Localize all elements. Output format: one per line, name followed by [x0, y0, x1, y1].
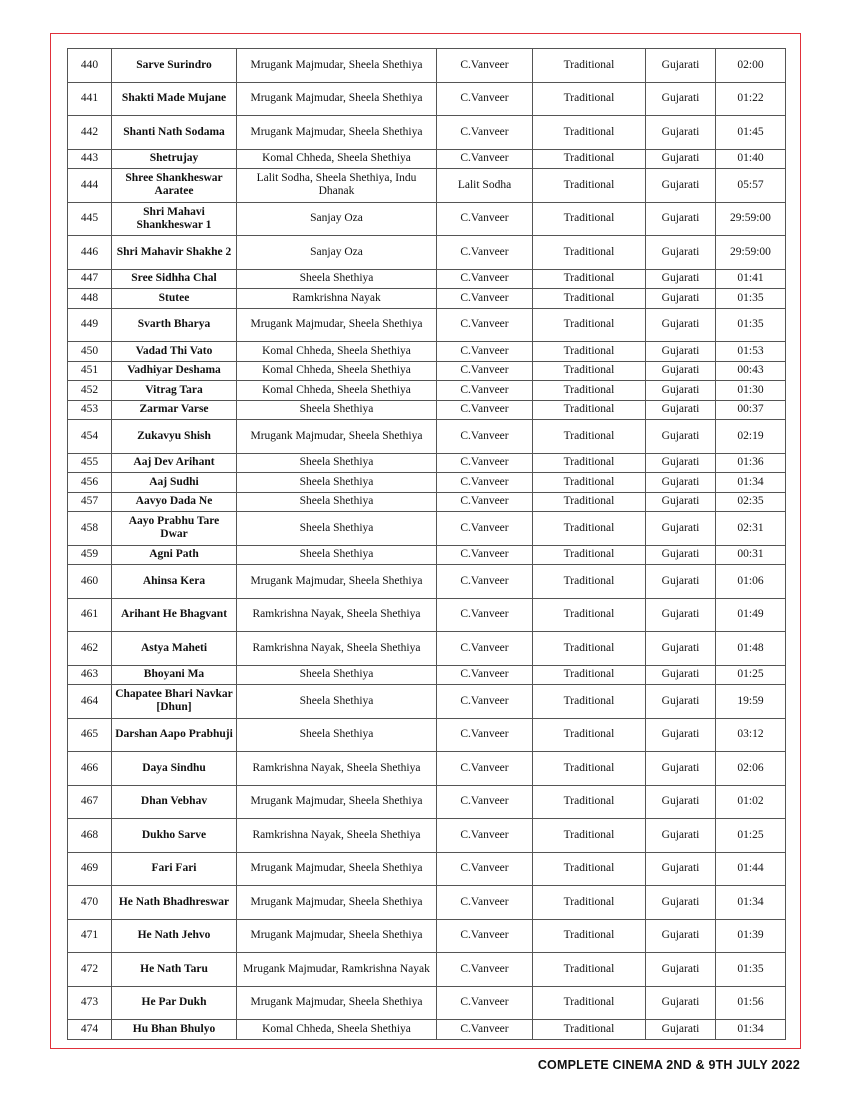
duration-cell: 00:31 — [716, 545, 786, 565]
genre-cell: Traditional — [533, 1020, 646, 1040]
genre-cell: Traditional — [533, 342, 646, 362]
song-title-cell: Hu Bhan Bhulyo — [112, 1020, 237, 1040]
language-cell: Gujarati — [646, 665, 716, 685]
row-number-cell: 451 — [68, 361, 112, 381]
genre-cell: Traditional — [533, 49, 646, 83]
table-row — [68, 420, 786, 454]
song-table — [67, 48, 786, 1040]
label-cell: C.Vanveer — [437, 632, 533, 666]
artists-cell: Lalit Sodha, Sheela Shethiya, Indu Dhanak — [237, 169, 437, 203]
genre-cell: Traditional — [533, 149, 646, 169]
genre-cell: Traditional — [533, 169, 646, 203]
row-number-cell: 471 — [68, 919, 112, 953]
song-title-cell: Dukho Sarve — [112, 819, 237, 853]
table-row — [68, 598, 786, 632]
song-title-cell: Fari Fari — [112, 852, 237, 886]
duration-cell: 01:25 — [716, 819, 786, 853]
language-cell: Gujarati — [646, 512, 716, 546]
table-row — [68, 632, 786, 666]
table-row — [68, 919, 786, 953]
label-cell: C.Vanveer — [437, 919, 533, 953]
song-title-cell: Vadhiyar Deshama — [112, 361, 237, 381]
table-row — [68, 49, 786, 83]
artists-cell: Komal Chheda, Sheela Shethiya — [237, 342, 437, 362]
label-cell: C.Vanveer — [437, 685, 533, 719]
duration-cell: 01:34 — [716, 1020, 786, 1040]
duration-cell: 02:06 — [716, 752, 786, 786]
table-row — [68, 565, 786, 599]
language-cell: Gujarati — [646, 718, 716, 752]
duration-cell: 01:25 — [716, 665, 786, 685]
song-title-cell: Stutee — [112, 289, 237, 309]
genre-cell: Traditional — [533, 785, 646, 819]
row-number-cell: 446 — [68, 236, 112, 270]
label-cell: C.Vanveer — [437, 473, 533, 493]
language-cell: Gujarati — [646, 473, 716, 493]
label-cell: C.Vanveer — [437, 289, 533, 309]
table-row — [68, 289, 786, 309]
table-row — [68, 718, 786, 752]
artists-cell: Ramkrishna Nayak, Sheela Shethiya — [237, 598, 437, 632]
language-cell: Gujarati — [646, 116, 716, 150]
duration-cell: 05:57 — [716, 169, 786, 203]
label-cell: C.Vanveer — [437, 752, 533, 786]
table-row — [68, 852, 786, 886]
duration-cell: 01:45 — [716, 116, 786, 150]
duration-cell: 01:34 — [716, 886, 786, 920]
row-number-cell: 444 — [68, 169, 112, 203]
table-row — [68, 752, 786, 786]
song-title-cell: Sarve Surindro — [112, 49, 237, 83]
row-number-cell: 472 — [68, 953, 112, 987]
label-cell: C.Vanveer — [437, 361, 533, 381]
genre-cell: Traditional — [533, 400, 646, 420]
duration-cell: 01:34 — [716, 473, 786, 493]
duration-cell: 01:30 — [716, 381, 786, 401]
table-row — [68, 236, 786, 270]
page-footer: COMPLETE CINEMA 2ND & 9TH JULY 2022 — [537, 1058, 800, 1072]
song-title-cell: Bhoyani Ma — [112, 665, 237, 685]
language-cell: Gujarati — [646, 565, 716, 599]
row-number-cell: 447 — [68, 269, 112, 289]
language-cell: Gujarati — [646, 308, 716, 342]
artists-cell: Sanjay Oza — [237, 236, 437, 270]
genre-cell: Traditional — [533, 919, 646, 953]
artists-cell: Mrugank Majmudar, Sheela Shethiya — [237, 116, 437, 150]
duration-cell: 29:59:00 — [716, 236, 786, 270]
genre-cell: Traditional — [533, 685, 646, 719]
genre-cell: Traditional — [533, 308, 646, 342]
artists-cell: Mrugank Majmudar, Sheela Shethiya — [237, 986, 437, 1020]
duration-cell: 01:56 — [716, 986, 786, 1020]
label-cell: C.Vanveer — [437, 202, 533, 236]
row-number-cell: 454 — [68, 420, 112, 454]
row-number-cell: 441 — [68, 82, 112, 116]
genre-cell: Traditional — [533, 473, 646, 493]
song-title-cell: Vadad Thi Vato — [112, 342, 237, 362]
row-number-cell: 449 — [68, 308, 112, 342]
label-cell: C.Vanveer — [437, 1020, 533, 1040]
language-cell: Gujarati — [646, 886, 716, 920]
genre-cell: Traditional — [533, 953, 646, 987]
duration-cell: 01:41 — [716, 269, 786, 289]
label-cell: C.Vanveer — [437, 420, 533, 454]
genre-cell: Traditional — [533, 453, 646, 473]
genre-cell: Traditional — [533, 492, 646, 512]
row-number-cell: 459 — [68, 545, 112, 565]
row-number-cell: 455 — [68, 453, 112, 473]
row-number-cell: 474 — [68, 1020, 112, 1040]
artists-cell: Mrugank Majmudar, Sheela Shethiya — [237, 49, 437, 83]
label-cell: C.Vanveer — [437, 49, 533, 83]
song-title-cell: Aavyo Dada Ne — [112, 492, 237, 512]
artists-cell: Sheela Shethiya — [237, 545, 437, 565]
table-row — [68, 512, 786, 546]
label-cell: C.Vanveer — [437, 236, 533, 270]
language-cell: Gujarati — [646, 420, 716, 454]
row-number-cell: 450 — [68, 342, 112, 362]
language-cell: Gujarati — [646, 986, 716, 1020]
label-cell: C.Vanveer — [437, 986, 533, 1020]
genre-cell: Traditional — [533, 420, 646, 454]
genre-cell: Traditional — [533, 545, 646, 565]
label-cell: C.Vanveer — [437, 665, 533, 685]
row-number-cell: 470 — [68, 886, 112, 920]
song-title-cell: Svarth Bharya — [112, 308, 237, 342]
duration-cell: 29:59:00 — [716, 202, 786, 236]
genre-cell: Traditional — [533, 236, 646, 270]
song-title-cell: Zarmar Varse — [112, 400, 237, 420]
table-row — [68, 381, 786, 401]
row-number-cell: 460 — [68, 565, 112, 599]
language-cell: Gujarati — [646, 342, 716, 362]
artists-cell: Komal Chheda, Sheela Shethiya — [237, 381, 437, 401]
song-title-cell: Shanti Nath Sodama — [112, 116, 237, 150]
artists-cell: Sheela Shethiya — [237, 685, 437, 719]
row-number-cell: 462 — [68, 632, 112, 666]
duration-cell: 01:02 — [716, 785, 786, 819]
table-row — [68, 492, 786, 512]
genre-cell: Traditional — [533, 886, 646, 920]
artists-cell: Mrugank Majmudar, Sheela Shethiya — [237, 308, 437, 342]
row-number-cell: 463 — [68, 665, 112, 685]
row-number-cell: 469 — [68, 852, 112, 886]
genre-cell: Traditional — [533, 752, 646, 786]
artists-cell: Sheela Shethiya — [237, 400, 437, 420]
row-number-cell: 466 — [68, 752, 112, 786]
table-row — [68, 400, 786, 420]
table-row — [68, 82, 786, 116]
genre-cell: Traditional — [533, 665, 646, 685]
language-cell: Gujarati — [646, 1020, 716, 1040]
song-title-cell: Shri Mahavir Shakhe 2 — [112, 236, 237, 270]
label-cell: C.Vanveer — [437, 852, 533, 886]
artists-cell: Sheela Shethiya — [237, 453, 437, 473]
row-number-cell: 453 — [68, 400, 112, 420]
song-title-cell: Zukavyu Shish — [112, 420, 237, 454]
artists-cell: Mrugank Majmudar, Sheela Shethiya — [237, 82, 437, 116]
row-number-cell: 464 — [68, 685, 112, 719]
duration-cell: 02:19 — [716, 420, 786, 454]
song-title-cell: Dhan Vebhav — [112, 785, 237, 819]
table-row — [68, 473, 786, 493]
song-title-cell: He Nath Taru — [112, 953, 237, 987]
language-cell: Gujarati — [646, 82, 716, 116]
table-row — [68, 169, 786, 203]
genre-cell: Traditional — [533, 202, 646, 236]
row-number-cell: 468 — [68, 819, 112, 853]
row-number-cell: 465 — [68, 718, 112, 752]
duration-cell: 01:35 — [716, 953, 786, 987]
row-number-cell: 458 — [68, 512, 112, 546]
genre-cell: Traditional — [533, 598, 646, 632]
language-cell: Gujarati — [646, 400, 716, 420]
artists-cell: Mrugank Majmudar, Sheela Shethiya — [237, 919, 437, 953]
genre-cell: Traditional — [533, 852, 646, 886]
label-cell: C.Vanveer — [437, 565, 533, 599]
artists-cell: Ramkrishna Nayak, Sheela Shethiya — [237, 752, 437, 786]
language-cell: Gujarati — [646, 202, 716, 236]
duration-cell: 01:40 — [716, 149, 786, 169]
song-title-cell: Astya Maheti — [112, 632, 237, 666]
label-cell: C.Vanveer — [437, 308, 533, 342]
artists-cell: Sanjay Oza — [237, 202, 437, 236]
duration-cell: 01:35 — [716, 308, 786, 342]
language-cell: Gujarati — [646, 953, 716, 987]
table-row — [68, 361, 786, 381]
table-row — [68, 785, 786, 819]
duration-cell: 01:44 — [716, 852, 786, 886]
table-row — [68, 545, 786, 565]
song-title-cell: Darshan Aapo Prabhuji — [112, 718, 237, 752]
label-cell: C.Vanveer — [437, 492, 533, 512]
genre-cell: Traditional — [533, 986, 646, 1020]
song-title-cell: Shakti Made Mujane — [112, 82, 237, 116]
language-cell: Gujarati — [646, 919, 716, 953]
duration-cell: 01:35 — [716, 289, 786, 309]
song-title-cell: Shetrujay — [112, 149, 237, 169]
song-title-cell: He Par Dukh — [112, 986, 237, 1020]
artists-cell: Sheela Shethiya — [237, 492, 437, 512]
row-number-cell: 443 — [68, 149, 112, 169]
table-row — [68, 685, 786, 719]
genre-cell: Traditional — [533, 512, 646, 546]
label-cell: C.Vanveer — [437, 598, 533, 632]
duration-cell: 02:00 — [716, 49, 786, 83]
language-cell: Gujarati — [646, 785, 716, 819]
song-title-cell: Chapatee Bhari Navkar [Dhun] — [112, 685, 237, 719]
label-cell: C.Vanveer — [437, 82, 533, 116]
genre-cell: Traditional — [533, 718, 646, 752]
artists-cell: Ramkrishna Nayak, Sheela Shethiya — [237, 819, 437, 853]
label-cell: Lalit Sodha — [437, 169, 533, 203]
genre-cell: Traditional — [533, 381, 646, 401]
table-row — [68, 665, 786, 685]
language-cell: Gujarati — [646, 49, 716, 83]
song-title-cell: Aaj Dev Arihant — [112, 453, 237, 473]
song-title-cell: Daya Sindhu — [112, 752, 237, 786]
genre-cell: Traditional — [533, 289, 646, 309]
duration-cell: 02:35 — [716, 492, 786, 512]
label-cell: C.Vanveer — [437, 116, 533, 150]
duration-cell: 01:22 — [716, 82, 786, 116]
artists-cell: Mrugank Majmudar, Sheela Shethiya — [237, 565, 437, 599]
label-cell: C.Vanveer — [437, 342, 533, 362]
genre-cell: Traditional — [533, 361, 646, 381]
table-row — [68, 1020, 786, 1040]
language-cell: Gujarati — [646, 453, 716, 473]
artists-cell: Komal Chheda, Sheela Shethiya — [237, 361, 437, 381]
duration-cell: 02:31 — [716, 512, 786, 546]
table-row — [68, 986, 786, 1020]
label-cell: C.Vanveer — [437, 453, 533, 473]
artists-cell: Ramkrishna Nayak, Sheela Shethiya — [237, 632, 437, 666]
genre-cell: Traditional — [533, 269, 646, 289]
language-cell: Gujarati — [646, 545, 716, 565]
row-number-cell: 456 — [68, 473, 112, 493]
label-cell: C.Vanveer — [437, 512, 533, 546]
duration-cell: 00:43 — [716, 361, 786, 381]
row-number-cell: 448 — [68, 289, 112, 309]
table-row — [68, 308, 786, 342]
table-row — [68, 819, 786, 853]
genre-cell: Traditional — [533, 632, 646, 666]
song-title-cell: Vitrag Tara — [112, 381, 237, 401]
song-title-cell: Ahinsa Kera — [112, 565, 237, 599]
duration-cell: 01:36 — [716, 453, 786, 473]
duration-cell: 01:49 — [716, 598, 786, 632]
table-row — [68, 453, 786, 473]
language-cell: Gujarati — [646, 819, 716, 853]
song-title-cell: Sree Sidhha Chal — [112, 269, 237, 289]
language-cell: Gujarati — [646, 852, 716, 886]
label-cell: C.Vanveer — [437, 819, 533, 853]
duration-cell: 01:53 — [716, 342, 786, 362]
duration-cell: 01:48 — [716, 632, 786, 666]
label-cell: C.Vanveer — [437, 400, 533, 420]
song-title-cell: Agni Path — [112, 545, 237, 565]
artists-cell: Ramkrishna Nayak — [237, 289, 437, 309]
artists-cell: Mrugank Majmudar, Ramkrishna Nayak — [237, 953, 437, 987]
label-cell: C.Vanveer — [437, 785, 533, 819]
row-number-cell: 440 — [68, 49, 112, 83]
duration-cell: 01:39 — [716, 919, 786, 953]
artists-cell: Mrugank Majmudar, Sheela Shethiya — [237, 852, 437, 886]
table-row — [68, 116, 786, 150]
artists-cell: Sheela Shethiya — [237, 665, 437, 685]
table-row — [68, 202, 786, 236]
table-row — [68, 953, 786, 987]
label-cell: C.Vanveer — [437, 269, 533, 289]
song-title-cell: Shri Mahavi Shankheswar 1 — [112, 202, 237, 236]
song-title-cell: Shree Shankheswar Aaratee — [112, 169, 237, 203]
language-cell: Gujarati — [646, 361, 716, 381]
artists-cell: Sheela Shethiya — [237, 718, 437, 752]
row-number-cell: 452 — [68, 381, 112, 401]
duration-cell: 19:59 — [716, 685, 786, 719]
language-cell: Gujarati — [646, 685, 716, 719]
song-title-cell: He Nath Bhadhreswar — [112, 886, 237, 920]
duration-cell: 00:37 — [716, 400, 786, 420]
language-cell: Gujarati — [646, 598, 716, 632]
artists-cell: Komal Chheda, Sheela Shethiya — [237, 1020, 437, 1040]
artists-cell: Sheela Shethiya — [237, 269, 437, 289]
language-cell: Gujarati — [646, 632, 716, 666]
duration-cell: 01:06 — [716, 565, 786, 599]
artists-cell: Sheela Shethiya — [237, 473, 437, 493]
genre-cell: Traditional — [533, 565, 646, 599]
song-title-cell: Arihant He Bhagvant — [112, 598, 237, 632]
language-cell: Gujarati — [646, 236, 716, 270]
row-number-cell: 457 — [68, 492, 112, 512]
label-cell: C.Vanveer — [437, 381, 533, 401]
artists-cell: Komal Chheda, Sheela Shethiya — [237, 149, 437, 169]
language-cell: Gujarati — [646, 149, 716, 169]
row-number-cell: 461 — [68, 598, 112, 632]
row-number-cell: 473 — [68, 986, 112, 1020]
song-table-body — [68, 49, 786, 1040]
duration-cell: 03:12 — [716, 718, 786, 752]
artists-cell: Mrugank Majmudar, Sheela Shethiya — [237, 785, 437, 819]
row-number-cell: 445 — [68, 202, 112, 236]
label-cell: C.Vanveer — [437, 886, 533, 920]
genre-cell: Traditional — [533, 82, 646, 116]
artists-cell: Sheela Shethiya — [237, 512, 437, 546]
song-title-cell: He Nath Jehvo — [112, 919, 237, 953]
label-cell: C.Vanveer — [437, 953, 533, 987]
language-cell: Gujarati — [646, 381, 716, 401]
language-cell: Gujarati — [646, 169, 716, 203]
table-row — [68, 149, 786, 169]
row-number-cell: 442 — [68, 116, 112, 150]
genre-cell: Traditional — [533, 819, 646, 853]
artists-cell: Mrugank Majmudar, Sheela Shethiya — [237, 886, 437, 920]
language-cell: Gujarati — [646, 492, 716, 512]
row-number-cell: 467 — [68, 785, 112, 819]
table-row — [68, 342, 786, 362]
table-row — [68, 886, 786, 920]
label-cell: C.Vanveer — [437, 718, 533, 752]
language-cell: Gujarati — [646, 289, 716, 309]
label-cell: C.Vanveer — [437, 545, 533, 565]
song-title-cell: Aayo Prabhu Tare Dwar — [112, 512, 237, 546]
language-cell: Gujarati — [646, 752, 716, 786]
table-row — [68, 269, 786, 289]
artists-cell: Mrugank Majmudar, Sheela Shethiya — [237, 420, 437, 454]
genre-cell: Traditional — [533, 116, 646, 150]
language-cell: Gujarati — [646, 269, 716, 289]
label-cell: C.Vanveer — [437, 149, 533, 169]
song-title-cell: Aaj Sudhi — [112, 473, 237, 493]
